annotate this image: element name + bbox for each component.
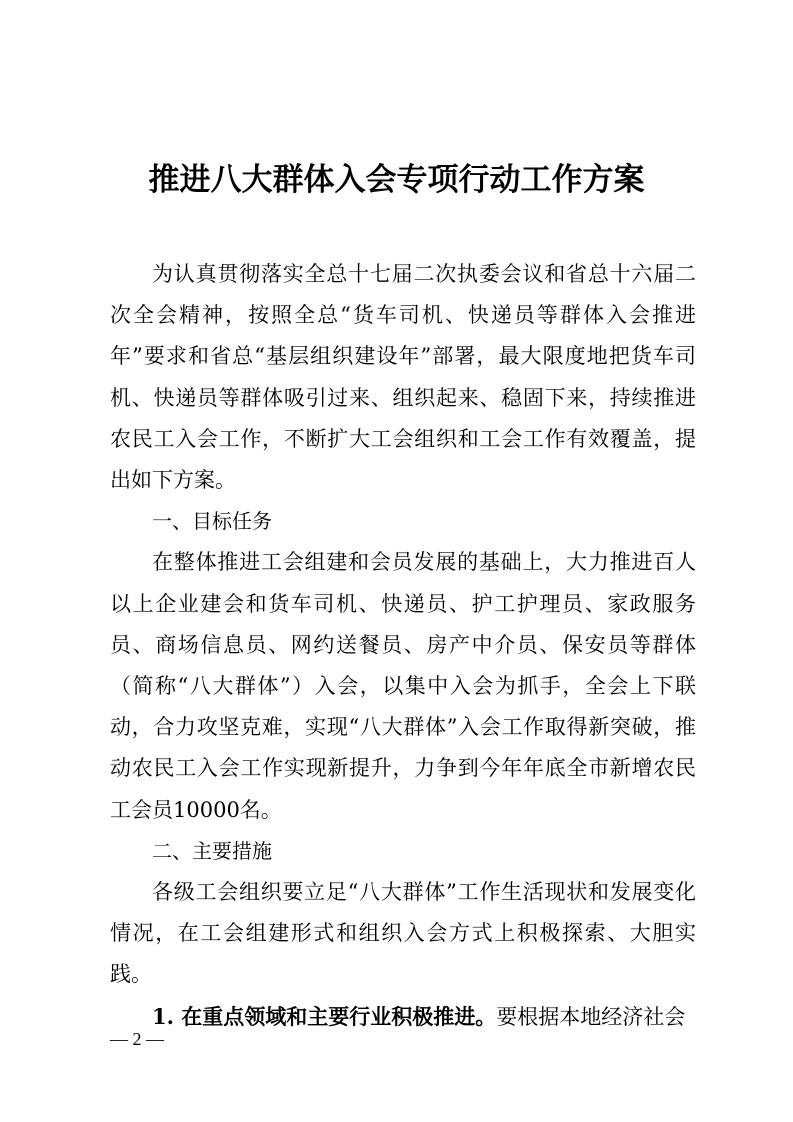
intro-paragraph: 为认真贯彻落实全总十七届二次执委会议和省总十六届二次全会精神，按照全总“货车司机、快递员等群体入会推进年”要求和省总“基层组织建设年”部署，最大限度地把货车司机、快递员等群体吸引过来、组织起来、稳固下来，持续推进农民工入会工作，不断扩大工会组织和工会工作有效覆盖，提出如下方案。	[110, 262, 696, 493]
section-heading-goals: 一、目标任务	[152, 509, 272, 534]
measure-item-1	[110, 996, 696, 1038]
measure-item-1-title: 1. 在重点领域和主要行业积极推进。	[152, 1003, 497, 1029]
measure-item-1-text: 要根据本地经济社会	[496, 1004, 686, 1029]
section-heading-measures: 二、主要措施	[152, 838, 272, 863]
document-title: 推进八大群体入会专项行动工作方案	[148, 162, 645, 198]
goals-paragraph: 在整体推进工会组建和会员发展的基础上，大力推进百人以上企业建会和货车司机、快递员、护工护理员、家政服务员、商场信息员、网约送餐员、房产中介员、保安员等群体（简称“八大群体”）入会，以集中入会为抓手，全会上下联动，合力攻坚克难，实现“八大群体”入会工作取得新突破，推动农民工入会工作实现新提升，力争到今年年底全市新增农民工会员10000名。	[110, 550, 696, 822]
document-body	[110, 254, 696, 1038]
page-number: — 2 —	[110, 1029, 164, 1049]
measures-paragraph: 各级工会组织要立足“八大群体”工作生活现状和发展变化情况，在工会组建形式和组织入会方式上积极探索、大胆实践。	[110, 880, 696, 987]
